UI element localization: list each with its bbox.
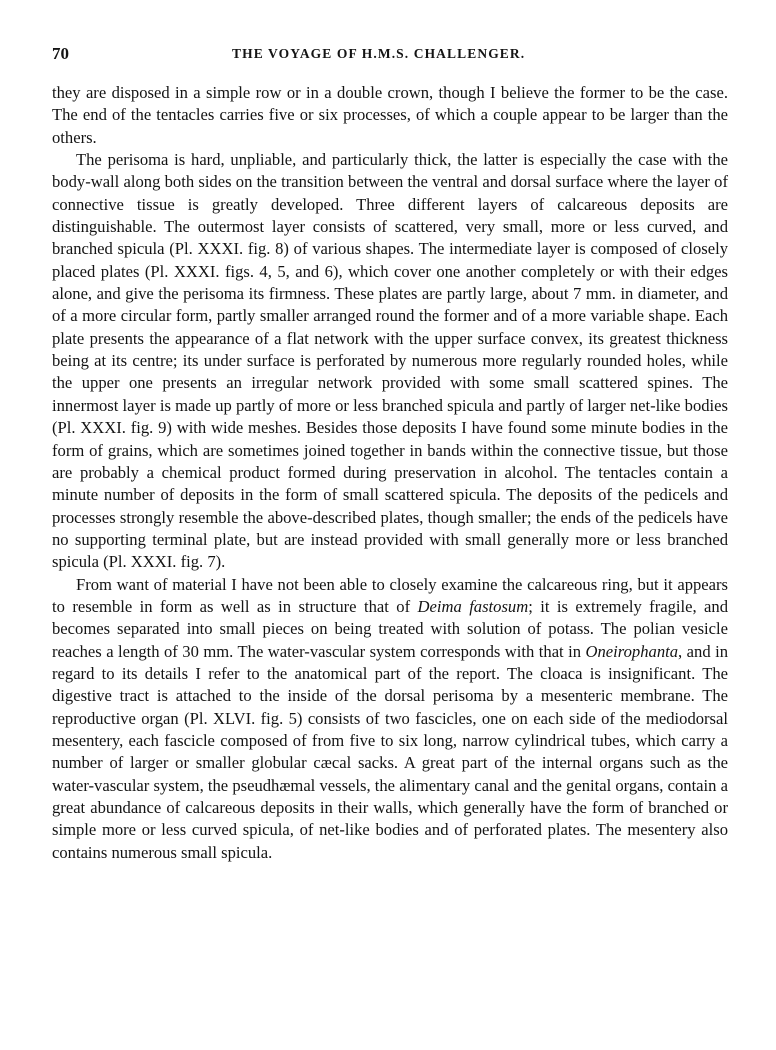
paragraph-2: The perisoma is hard, unpliable, and particularly thick, the latter is especially the case with the body-wall along both sides on the transition between the ventral and dorsal surface where the layer of connective tissue is greatly developed. Three different layers of calcareous deposits are distinguishable. The outermost layer consists of scattered, very small, more or less curved, and branched spicula (Pl. XXXI. fig. 8) of various shapes. The intermediate layer is composed of closely placed plates (Pl. XXXI. figs. 4, 5, and 6), which cover one another completely or with their edges alone, and give the perisoma its firmness. These plates are partly large, about 7 mm. in diameter, and of a more circular form, partly smaller arranged round the former and of a more variable shape. Each plate presents the appearance of a flat network with the upper surface convex, its greatest thickness being at its centre; its under surface is perforated by numerous more regularly rounded holes, while the upper one presents an irregular network provided with some small scattered spines. The innermost layer is made up partly of more or less branched spicula and partly of larger net-like bodies (Pl. XXXI. fig. 9) with wide meshes. Besides those deposits I have found some minute bodies in the form of grains, which are sometimes joined together in bands within the connective tissue, but those are probably a chemical product formed during preservation in alcohol. The tentacles contain a minute number of deposits in the form of small scattered spicula. The deposits of the pedicels and processes strongly resemble the above-described plates, though smaller; the ends of the pedicels have no supporting terminal plate, but are instead provided with small generally more or less branched spicula (Pl. XXXI. fig. 7). <box>52 150 728 572</box>
paragraph-3 <box>52 574 728 864</box>
running-header <box>52 44 728 70</box>
page-number: 70 <box>52 44 69 63</box>
body-text <box>52 82 728 864</box>
paragraph-1: they are disposed in a simple row or in a double crown, though I believe the former to be the case. The end of the tentacles carries five or six processes, of which a couple appear to be larger than the others. <box>52 83 728 147</box>
paragraph-3-part-c: , and in regard to its details I refer to the anatomical part of the report. The cloaca is insignificant. The digestive tract is attached to the inside of the dorsal perisoma by a mesenteric membrane. The reproductive organ (Pl. XLVI. fig. 5) consists of two fascicles, one on each side of the mediodorsal mesentery, each fascicle composed of from five to six long, narrow cylindrical tubes, which carry a number of larger or smaller globular cæcal sacks. A great part of the internal organs such as the water-vascular system, the pseudhæmal vessels, the alimentary canal and the genital organs, contain a great abundance of calcareous deposits in their walls, which generally have the form of branched or simple more or less curved spicula, of net-like bodies and of perforated plates. The mesentery also contains numerous small spicula. <box>52 641 728 862</box>
running-title: THE VOYAGE OF H.M.S. CHALLENGER. <box>232 46 526 61</box>
genus-name-oneirophanta: Oneirophanta <box>585 641 679 661</box>
paragraph-3-part-b: ; it is extremely fragile, and becomes separated into small pieces on being treated with solution of potass. The polian vesicle reaches a length of 30 mm. The water-vascular system corresponds with that in <box>52 596 728 661</box>
species-name-deima-fastosum: Deima fastosum <box>417 596 529 616</box>
paragraph-3-part-a: From want of material I have not been able to closely examine the calcareous ring, but it appears to resemble in form as well as in structure that of <box>52 574 728 616</box>
document-page <box>52 44 728 864</box>
